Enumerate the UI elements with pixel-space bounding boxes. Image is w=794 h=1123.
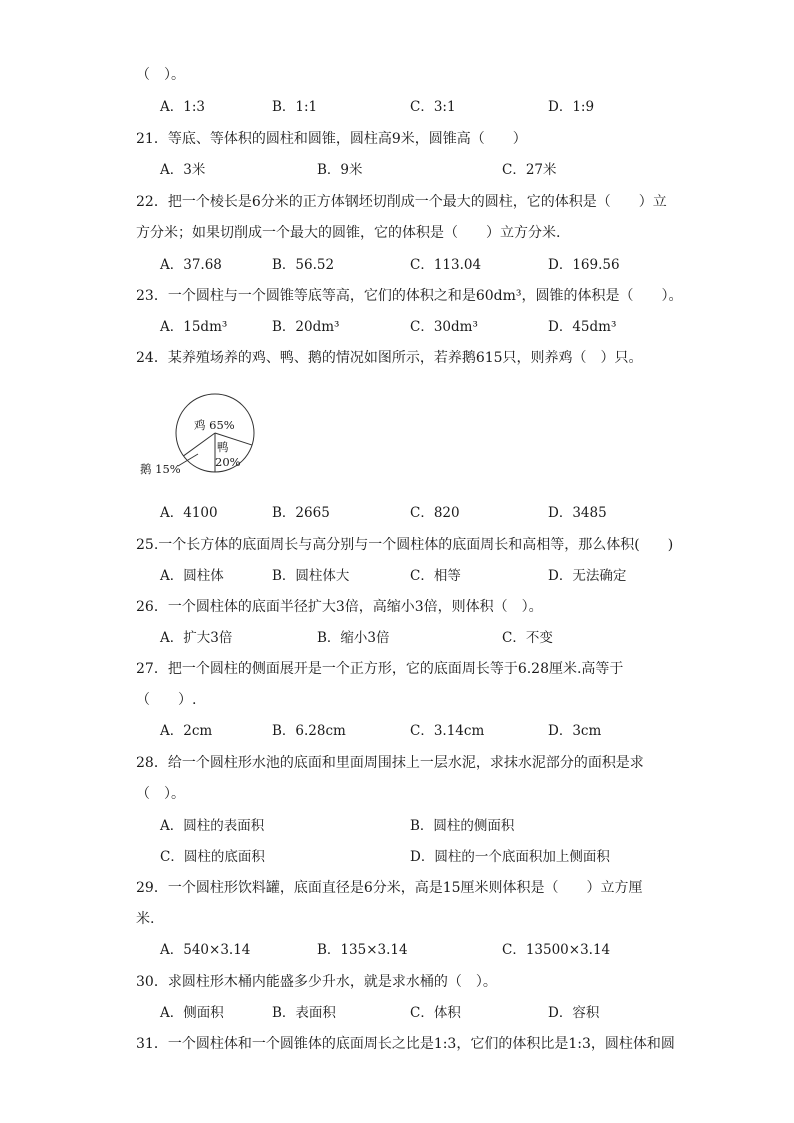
- q29-option-b[interactable]: B．135×3.14: [317, 942, 408, 958]
- q24-option-d[interactable]: D．3485: [548, 505, 607, 521]
- q25-option-b[interactable]: B．圆柱体大: [272, 568, 350, 584]
- q25-option-a[interactable]: A．圆柱体: [160, 568, 224, 584]
- q22-option-c[interactable]: C．113.04: [410, 257, 482, 273]
- q21-option-b[interactable]: B．9米: [317, 162, 363, 178]
- q28-option-a[interactable]: A．圆柱的表面积: [160, 818, 265, 834]
- q21-option-a[interactable]: A．3米: [160, 162, 206, 178]
- q22-stem-line1: 22．把一个棱长是6分米的正方体钢坯切削成一个最大的圆柱，它的体积是（ ）立: [136, 194, 667, 210]
- pie-label-chicken: 鸡 65%: [194, 418, 235, 432]
- q23-option-b[interactable]: B．20dm³: [272, 319, 340, 335]
- q29-option-c[interactable]: C．13500×3.14: [502, 942, 611, 958]
- q28-stem-line1: 28．给一个圆柱形水池的底面和里面周围抹上一层水泥，求抹水泥部分的面积是求: [136, 755, 644, 771]
- q27-option-d[interactable]: D．3cm: [548, 723, 602, 739]
- q26-option-a[interactable]: A．扩大3倍: [160, 630, 233, 646]
- q28-option-d[interactable]: D．圆柱的一个底面积加上侧面积: [410, 849, 610, 865]
- q25-option-d[interactable]: D．无法确定: [548, 568, 627, 584]
- q24-stem: 24．某养殖场养的鸡、鸭、鹅的情况如图所示，若养鹅615只，则养鸡（ ）只。: [136, 350, 643, 366]
- q20-tail: （ ）。: [136, 67, 185, 83]
- q27-stem-line1: 27．把一个圆柱的侧面展开是一个正方形，它的底面周长等于6.28厘米.高等于: [136, 661, 624, 677]
- q21-option-c[interactable]: C．27米: [502, 162, 557, 178]
- q20-option-b[interactable]: B．1:1: [272, 99, 318, 115]
- q29-stem-line1: 29．一个圆柱形饮料罐，底面直径是6分米，高是15厘米则体积是（ ）立方厘: [136, 880, 643, 896]
- q22-option-a[interactable]: A．37.68: [160, 257, 222, 273]
- q23-option-c[interactable]: C．30dm³: [410, 319, 478, 335]
- q24-option-c[interactable]: C．820: [410, 505, 460, 521]
- pie-chart: [136, 388, 266, 478]
- q26-option-b[interactable]: B．缩小3倍: [317, 630, 390, 646]
- q22-stem-line2: 方分米；如果切削成一个最大的圆锥，它的体积是（ ）立方分米.: [136, 225, 561, 241]
- q24-option-b[interactable]: B．2665: [272, 505, 330, 521]
- pie-label-duck-percent: 20%: [215, 455, 241, 469]
- q21-stem: 21．等底、等体积的圆柱和圆锥，圆柱高9米，圆锥高（ ）: [136, 131, 527, 147]
- q30-option-b[interactable]: B．表面积: [272, 1005, 336, 1021]
- q29-option-a[interactable]: A．540×3.14: [160, 942, 251, 958]
- q20-option-a[interactable]: A．1:3: [160, 99, 205, 115]
- q27-stem-line2: （ ）.: [136, 692, 197, 708]
- q28-stem-line2: （ ）。: [136, 786, 185, 802]
- q20-option-c[interactable]: C．3:1: [410, 99, 456, 115]
- q26-stem: 26．一个圆柱体的底面半径扩大3倍，高缩小3倍，则体积（ ）。: [136, 599, 543, 615]
- q20-option-d[interactable]: D．1:9: [548, 99, 595, 115]
- q27-option-c[interactable]: C．3.14cm: [410, 723, 485, 739]
- q23-option-d[interactable]: D．45dm³: [548, 319, 617, 335]
- q22-option-d[interactable]: D．169.56: [548, 257, 620, 273]
- q24-option-a[interactable]: A．4100: [160, 505, 218, 521]
- q30-stem: 30．求圆柱形木桶内能盛多少升水，就是求水桶的（ ）。: [136, 974, 497, 990]
- q29-stem-line2: 米.: [136, 911, 155, 927]
- q28-option-c[interactable]: C．圆柱的底面积: [160, 849, 265, 865]
- q30-option-c[interactable]: C．体积: [410, 1005, 461, 1021]
- q30-option-d[interactable]: D．容积: [548, 1005, 600, 1021]
- q30-option-a[interactable]: A．侧面积: [160, 1005, 224, 1021]
- pie-label-duck-name: 鸭: [217, 440, 229, 454]
- q23-stem: 23．一个圆柱与一个圆锥等底等高，它们的体积之和是60dm³，圆锥的体积是（ ）。: [136, 288, 683, 304]
- q25-option-c[interactable]: C．相等: [410, 568, 461, 584]
- q23-option-a[interactable]: A．15dm³: [160, 319, 228, 335]
- q27-option-a[interactable]: A．2cm: [160, 723, 213, 739]
- q27-option-b[interactable]: B．6.28cm: [272, 723, 346, 739]
- q26-option-c[interactable]: C．不变: [502, 630, 553, 646]
- q31-stem: 31．一个圆柱体和一个圆锥体的底面周长之比是1:3，它们的体积比是1:3，圆柱体和圆: [136, 1036, 675, 1052]
- q25-stem: 25.一个长方体的底面周长与高分别与一个圆柱体的底面周长和高相等，那么体积( ): [136, 537, 674, 553]
- q22-option-b[interactable]: B．56.52: [272, 257, 335, 273]
- q28-option-b[interactable]: B．圆柱的侧面积: [410, 818, 515, 834]
- pie-label-goose: 鹅 15%: [140, 462, 181, 476]
